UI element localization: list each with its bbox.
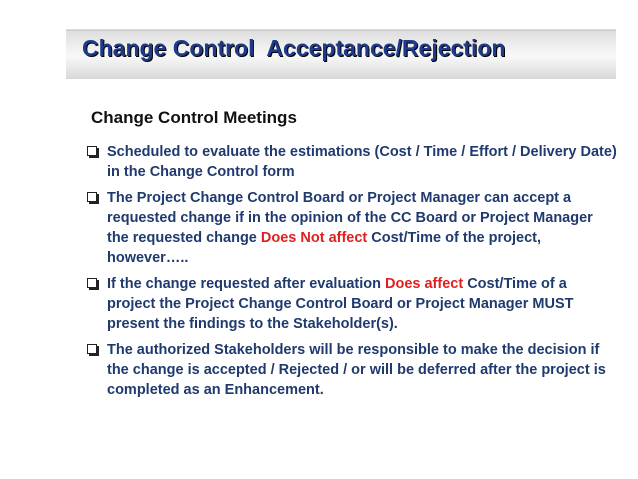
square-bullet-icon: [87, 344, 97, 354]
slide-title: Change Control Acceptance/Rejection: [82, 35, 506, 61]
bullet-text: [107, 342, 606, 398]
square-bullet-icon: [87, 192, 97, 202]
bullet-list: [88, 142, 618, 406]
bullet-text-part: Scheduled to evaluate the estimations (Cost / Time / Effort / Delivery Date) in the Change Control form: [107, 144, 617, 180]
bullet-text-part: The Project Change Control Board or Project Manager can accept a requested change if in the opinion of the CC Board or Project Manager the requested change: [107, 190, 593, 246]
bullet-item: [88, 188, 618, 268]
bullet-text: [107, 144, 617, 180]
bullet-text-part: If the change requested after evaluation: [107, 276, 385, 292]
bullet-text-part: The authorized Stakeholders will be responsible to make the decision if the change is accepted / Rejected / or will be deferred after the project is completed as an Enhancement.: [107, 342, 606, 398]
bullet-item: [88, 274, 618, 334]
bullet-text: [107, 190, 593, 266]
title-bar-line: [66, 30, 616, 31]
bullet-text-part: Cost/Time of a project the Project Change Control Board or Project Manager MUST present the findings to the Stakeholder(s).: [107, 276, 574, 332]
bullet-item: [88, 340, 618, 400]
bullet-text: [107, 276, 573, 332]
square-bullet-icon: [87, 146, 97, 156]
highlighted-text: Does Not affect: [260, 230, 368, 246]
square-bullet-icon: [87, 278, 97, 288]
slide-subtitle: Change Control Meetings: [91, 108, 297, 127]
highlighted-text: Does affect: [385, 276, 464, 292]
bullet-text-part: Cost/Time of the project, however…..: [107, 230, 542, 266]
bullet-item: [88, 142, 618, 182]
